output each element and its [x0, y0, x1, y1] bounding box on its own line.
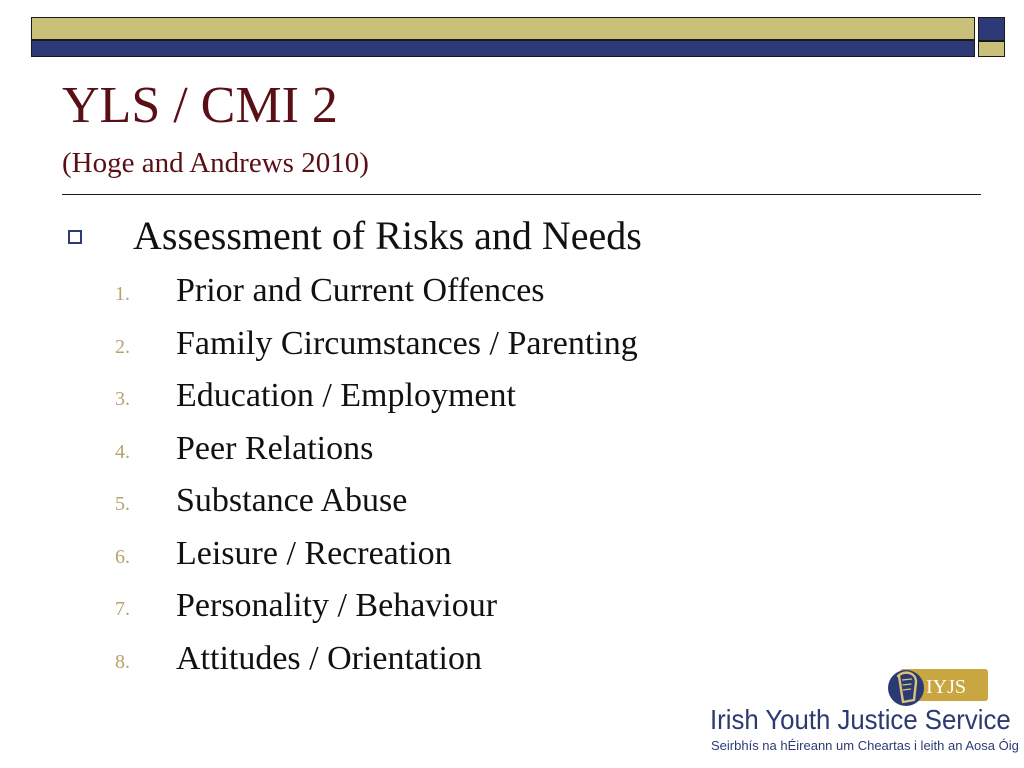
corner-square-navy: [978, 17, 1005, 41]
list-number: 5.: [115, 493, 130, 515]
list-text: Leisure / Recreation: [176, 534, 452, 572]
hollow-square-bullet-icon: [68, 230, 82, 244]
logo-badge-text: IYJS: [926, 676, 967, 698]
bullet-heading: Assessment of Risks and Needs: [133, 213, 642, 258]
slide-title: YLS / CMI 2: [62, 77, 338, 134]
logo-tagline: Seirbhís na hÉireann um Cheartas i leith an Aosa Óig: [711, 738, 1019, 753]
iyjs-logo: [706, 660, 1019, 760]
title-divider: [62, 194, 981, 195]
list-text: Family Circumstances / Parenting: [176, 324, 638, 362]
list-text: Personality / Behaviour: [176, 587, 498, 624]
list-number: 2.: [115, 335, 130, 358]
list-text: Peer Relations: [176, 429, 374, 467]
header-band-gold: [31, 17, 975, 39]
list-text: Substance Abuse: [176, 482, 408, 519]
corner-square-gold: [978, 41, 1005, 57]
header-band-navy: [31, 39, 975, 57]
list-text: Education / Employment: [176, 377, 516, 414]
list-number: 7.: [115, 598, 130, 620]
list-number: 3.: [115, 388, 130, 410]
list-number: 6.: [115, 545, 130, 568]
harp-icon: [888, 670, 924, 706]
list-number: 8.: [115, 650, 130, 673]
list-text: Prior and Current Offences: [176, 272, 545, 309]
list-text: Attitudes / Orientation: [176, 639, 482, 677]
iyjs-badge: [886, 666, 992, 708]
logo-organisation-name: Irish Youth Justice Service: [710, 704, 1011, 735]
slide-subtitle: (Hoge and Andrews 2010): [62, 147, 369, 179]
list-number: 1.: [115, 283, 130, 305]
list-number: 4.: [115, 440, 130, 463]
